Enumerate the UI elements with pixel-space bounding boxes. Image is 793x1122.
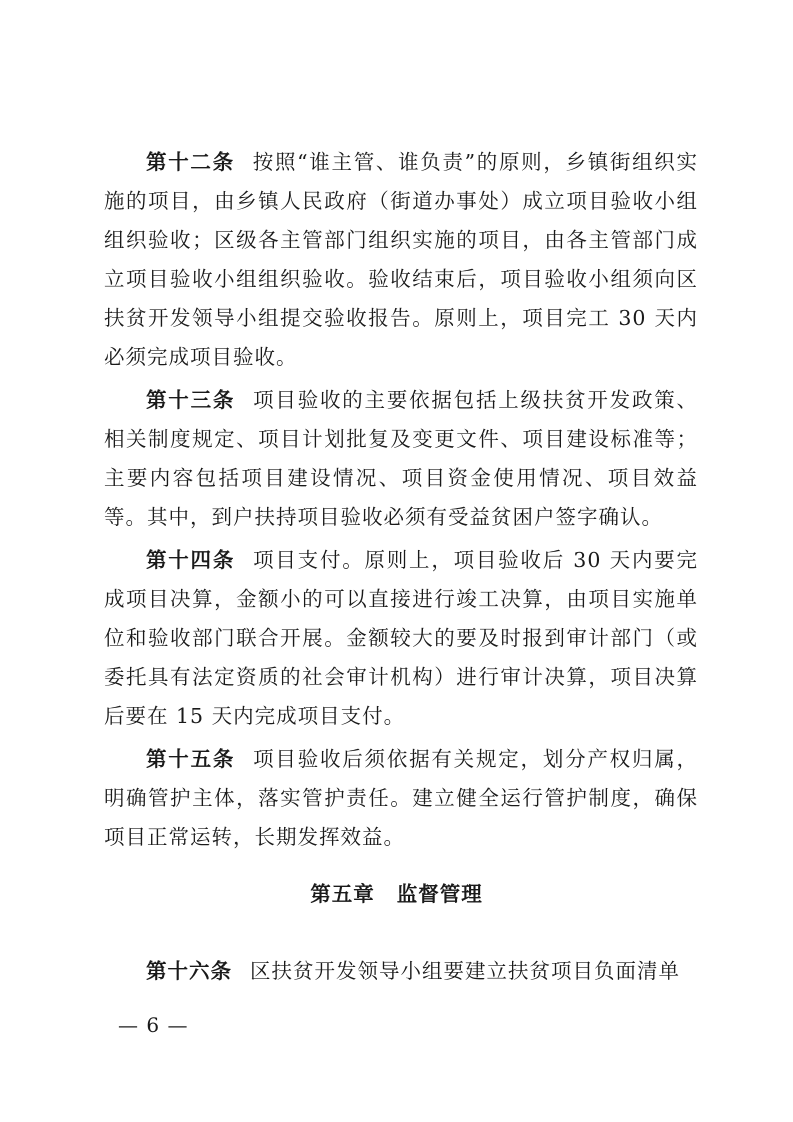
article-16	[104, 952, 704, 991]
article-text: 区扶贫开发领导小组要建立扶贫项目负面清单	[250, 959, 680, 983]
article-15	[104, 740, 698, 857]
article-number: 第十五条	[146, 747, 236, 771]
article-number: 第十二条	[146, 150, 235, 174]
article-14	[104, 541, 698, 736]
article-text: 按照“谁主管、谁负责”的原则，乡镇街组织实施的项目，由乡镇人民政府（街道办事处）成立项目验收小组组织验收；区级各主管部门组织实施的项目，由各主管部门成立项目验收小组组织验收。验收结束后，项目验收小组须向区扶贫开发领导小组提交验收报告。原则上，项目完工 30 天内必须完成项目验收。	[104, 150, 699, 369]
chapter-title: 监督管理	[396, 882, 483, 906]
article-text: 项目支付。原则上，项目验收后 30 天内要完成项目决算，金额小的可以直接进行竣工决算，由项目实施单位和验收部门联合开展。金额较大的要及时报到审计部门（或委托具有法定资质的社会审计机构）进行审计决算，项目决算后要在 15 天内完成项目支付。	[104, 548, 698, 728]
article-12	[104, 143, 698, 377]
article-text: 项目验收的主要依据包括上级扶贫开发政策、相关制度规定、项目计划批复及变更文件、项目建设标准等；主要内容包括项目建设情况、项目资金使用情况、项目效益等。其中，到户扶持项目验收必须有受益贫困户签字确认。	[104, 388, 699, 529]
article-number: 第十四条	[146, 548, 236, 572]
page-number: — 6 —	[118, 1013, 189, 1037]
article-number: 第十三条	[146, 388, 236, 412]
article-text: 项目验收后须依据有关规定，划分产权归属，明确管护主体，落实管护责任。建立健全运行管护制度，确保项目正常运转，长期发挥效益。	[104, 747, 699, 849]
chapter-number: 第五章	[310, 882, 375, 906]
article-number: 第十六条	[146, 959, 232, 983]
body-text	[104, 143, 698, 861]
article-13	[104, 381, 698, 537]
chapter-heading	[0, 876, 793, 912]
